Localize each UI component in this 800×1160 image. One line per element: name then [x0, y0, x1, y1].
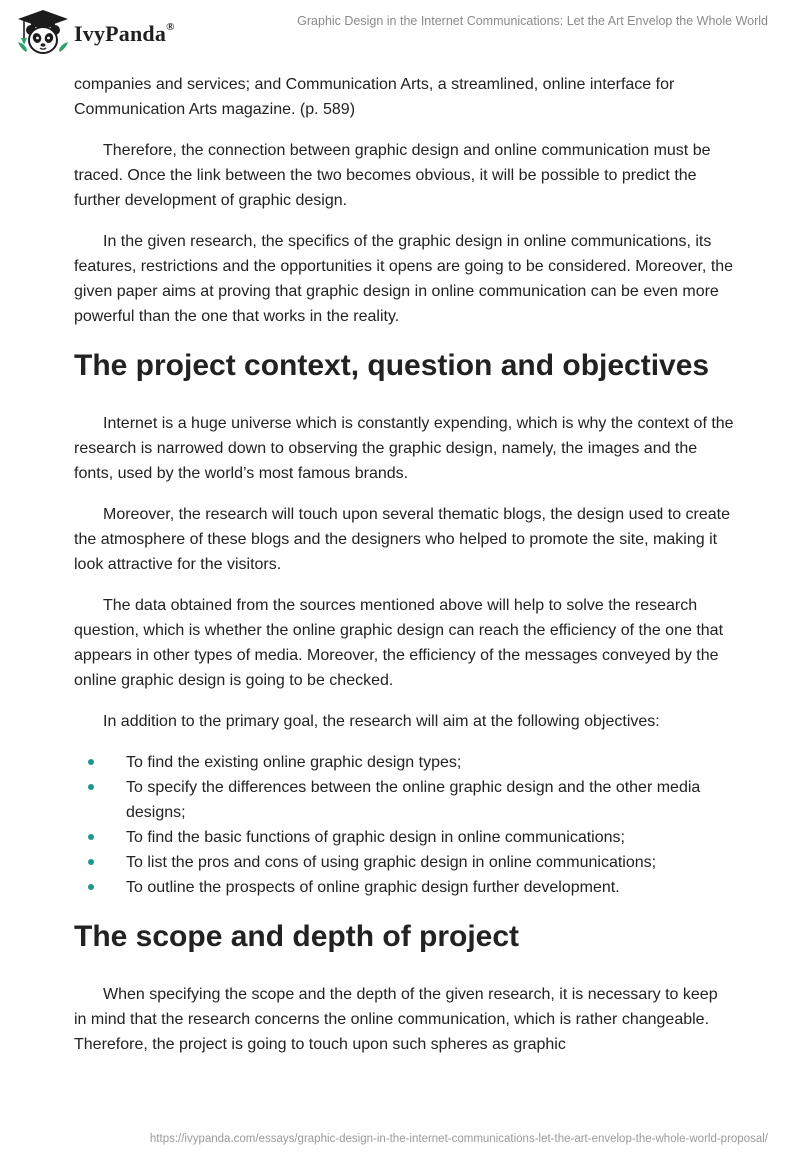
essay-content	[74, 72, 734, 1073]
list-item	[74, 825, 734, 850]
list-item-text: To find the basic functions of graphic design in online communications;	[126, 829, 625, 846]
paragraph: The data obtained from the sources mentioned above will help to solve the research question, which is whether the online graphic design can reach the efficiency of the one that appears in other types of media. Moreover, the efficiency of the messages conveyed by the online graphic design is going to be checked.	[74, 597, 724, 689]
paragraph: companies and services; and Communication Arts, a streamlined, online interface for Communication Arts magazine. (p. 589)	[74, 76, 675, 118]
bullet-dot-icon	[88, 784, 94, 790]
bullet-dot-icon	[88, 884, 94, 890]
paragraph: Internet is a huge universe which is constantly expending, which is why the context of the research is narrowed down to observing the graphic design, namely, the images and the fonts, used by the world’s most famous brands.	[74, 415, 734, 482]
bullet-dot-icon	[88, 859, 94, 865]
page-header	[0, 0, 800, 60]
document-title: Graphic Design in the Internet Communications: Let the Art Envelop the Whole World	[297, 14, 768, 28]
list-item	[74, 775, 734, 825]
list-item	[74, 750, 734, 775]
paragraph: Moreover, the research will touch upon several thematic blogs, the design used to create the atmosphere of these blogs and the designers who helped to promote the site, making it look attractive for the visitors.	[74, 506, 731, 573]
paragraph: Therefore, the connection between graphic design and online communication must be traced. Once the link between the two becomes obvious, it will be possible to predict the further development of graphic design.	[74, 142, 711, 209]
registered-mark: ®	[166, 20, 175, 33]
bullet-dot-icon	[88, 759, 94, 765]
section-heading-project-context: The project context, question and objectives	[74, 349, 710, 382]
source-url-link[interactable]: https://ivypanda.com/essays/graphic-design-in-the-internet-communications-let-the-art-envelop-the-whole-world-proposal/	[149, 1133, 768, 1145]
list-item	[74, 875, 734, 900]
paragraph: When specifying the scope and the depth of the given research, it is necessary to keep in mind that the research concerns the online communication, which is rather changeable. Therefore, the project is going to touch upon such spheres as graphic	[74, 986, 718, 1053]
bullet-dot-icon	[88, 834, 94, 840]
logo-text: IvyPanda	[74, 21, 167, 46]
list-item	[74, 850, 734, 875]
section-heading-scope-depth: The scope and depth of project	[74, 920, 520, 953]
objectives-list	[74, 750, 734, 900]
list-item-text: To list the pros and cons of using graphic design in online communications;	[126, 854, 657, 871]
panda-graduate-icon	[14, 8, 72, 56]
list-item-text: To specify the differences between the online graphic design and the other media designs;	[126, 779, 701, 821]
logo-wordmark	[74, 21, 175, 47]
list-item-text: To outline the prospects of online graphic design further development.	[126, 879, 620, 896]
paragraph: In addition to the primary goal, the research will aim at the following objectives:	[103, 713, 660, 730]
list-item-text: To find the existing online graphic design types;	[126, 754, 462, 771]
ivypanda-logo[interactable]	[14, 8, 175, 56]
paragraph: In the given research, the specifics of the graphic design in online communications, its features, restrictions and the opportunities it opens are going to be considered. Moreover, the given paper aims at proving that graphic design in online communication can be even more powerful than the one that works in the reality.	[74, 233, 734, 325]
